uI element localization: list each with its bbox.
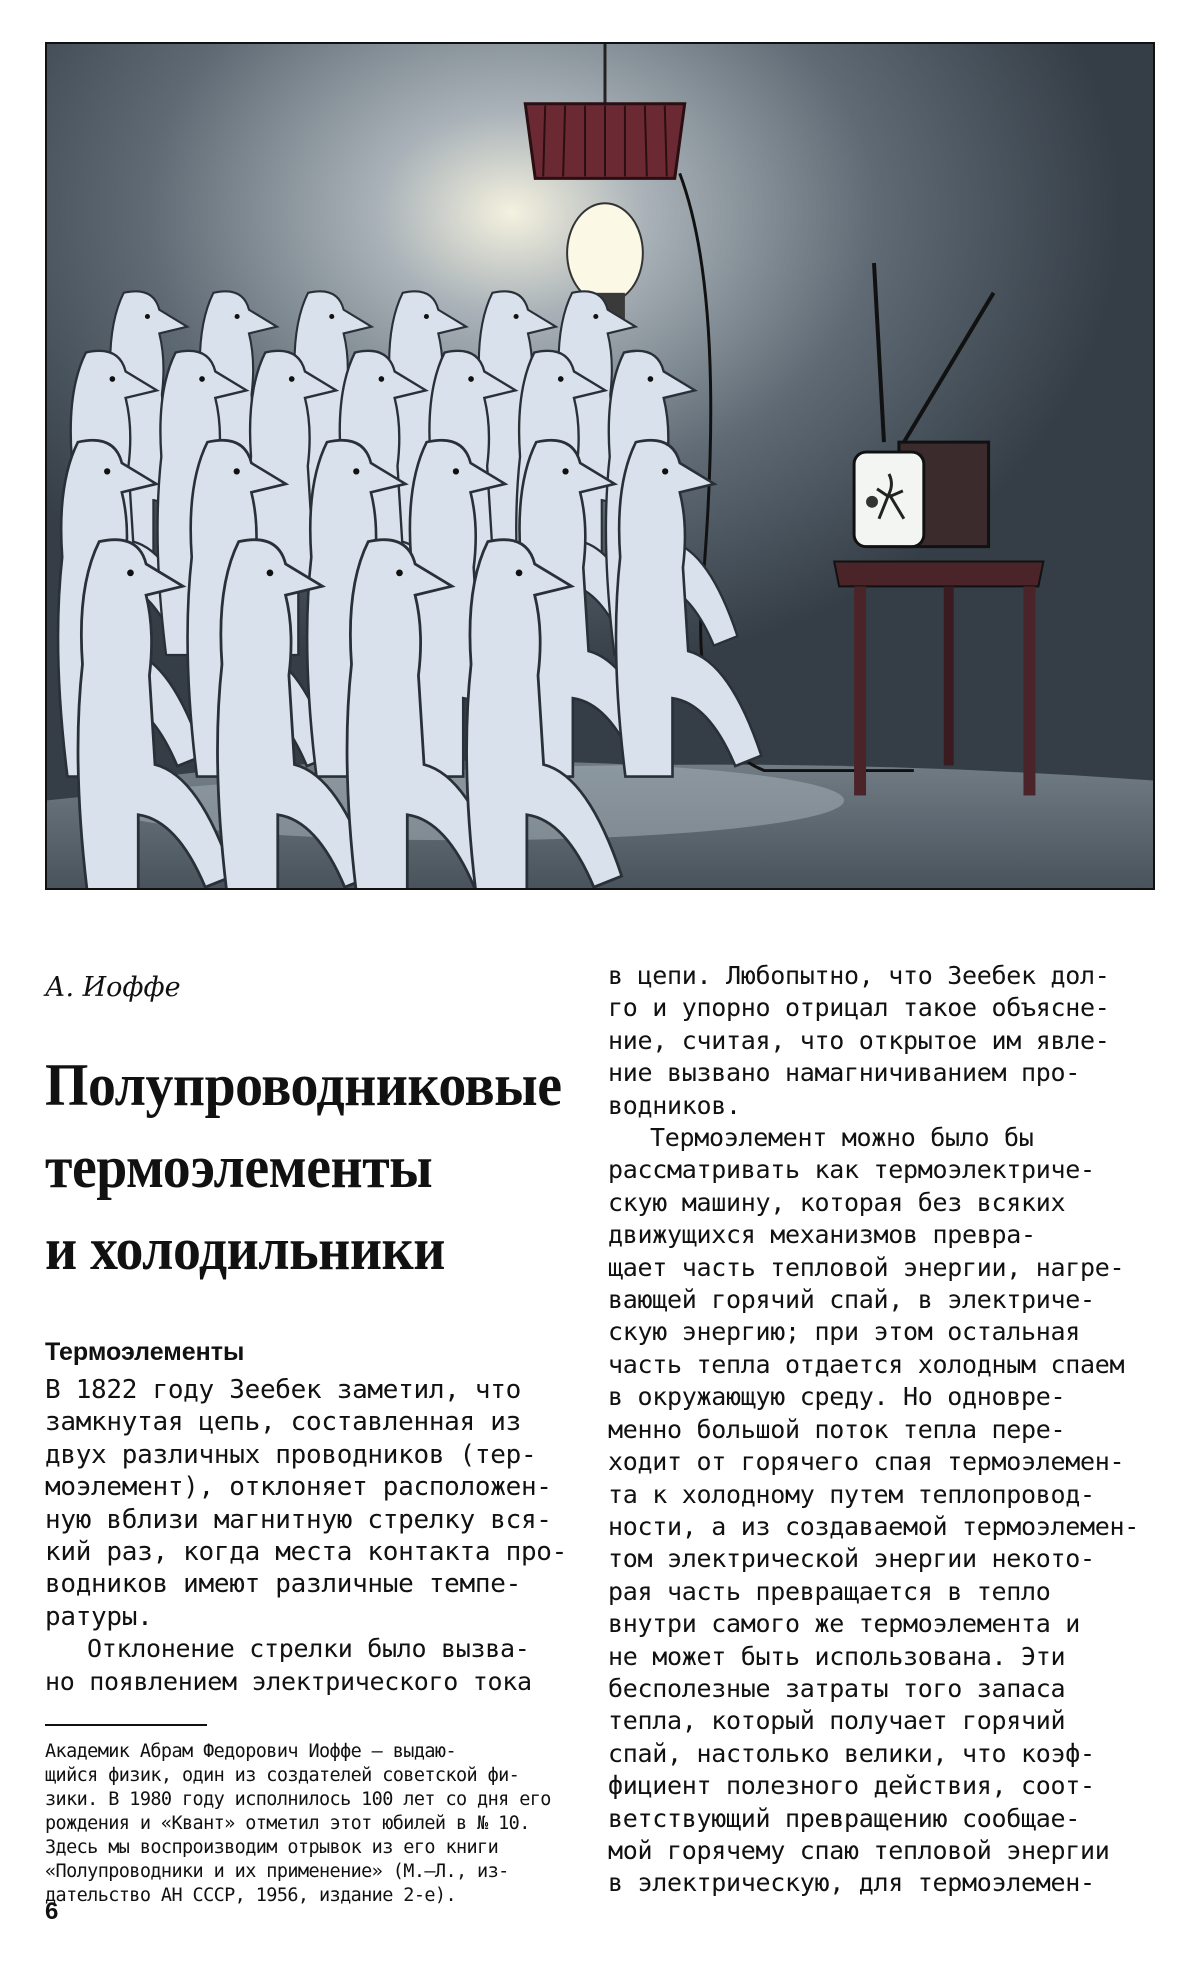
- tv-table: [834, 562, 1043, 587]
- footnote: Академик Абрам Федорович Иоффе — выдаю- щийся физик, один из создателей советской фи- зики. В 1980 году исполнилось 100 лет со дня его рождения и «Квант» отметил этот юбилей в № 10. Здесь мы воспроизводим отрывок из его книги «Полупроводники и их применение» (М.—Л., из- дательство АН СССР, 1956, издание 2-е).: [45, 1741, 551, 1907]
- footnote-divider: [45, 1724, 207, 1726]
- illustration-svg: [47, 44, 1153, 888]
- paragraph-text: Отклонение стрелки было вызва- но появлением электрического тока: [45, 1634, 532, 1696]
- paragraph-text: Термоэлемент можно было бы рассматривать как термоэлектриче- скую машину, которая без всяких движущихся механизмов превра- щает часть тепловой энергии, нагре- вающей горячий спай, в электриче- скую энергию; при этом остальная часть тепла отдается холодным спаем в окружающую среду. Но одновре- менно большой поток тепла пере- ходит от горячего спая термоэлемен- та к холодному путем теплопровод- ности, а из создаваемой термоэлемен- том электрической энергии некото- рая часть превращается в тепло внутри самого же термоэлемента и не может быть использована. Эти бесполезные затраты того запаса тепла, который получает горячий спай, настолько велики, что коэф- фициент полезного действия, соот- ветствующий превращению сообщае- мой горячему спаю тепловой энергии в электрическую, для термоэлемен-: [608, 1123, 1140, 1898]
- author: А. Иоффе: [45, 972, 181, 1003]
- paragraph: [608, 1122, 1156, 1900]
- paragraph: [45, 1633, 593, 1698]
- title-line: и холодильники: [45, 1216, 445, 1282]
- left-column: [45, 960, 593, 1908]
- paragraph: в цепи. Любопытно, что Зеебек дол- го и упорно отрицал такое объясне- ние, считая, что открытое им явле- ние вызвано намагничиванием про- водников.: [608, 961, 1110, 1120]
- paragraph: В 1822 году Зеебек заметил, что замкнутая цепь, составленная из двух различных проводников (тер- моэлемент), отклоняет расположен- ную вблизи магнитную стрелку вся- кий раз, когда места контакта про- водников имеют различные темпе- ратуры.: [45, 1375, 568, 1632]
- illustration: [45, 42, 1155, 890]
- section-heading: Термоэлементы: [45, 1338, 245, 1366]
- article-title: [45, 1044, 562, 1290]
- right-column: [608, 960, 1156, 1900]
- title-line: термоэлементы: [45, 1134, 433, 1200]
- tv-screen: [854, 452, 924, 547]
- title-line: Полупроводниковые: [45, 1052, 562, 1118]
- page-number: 6: [45, 1898, 59, 1925]
